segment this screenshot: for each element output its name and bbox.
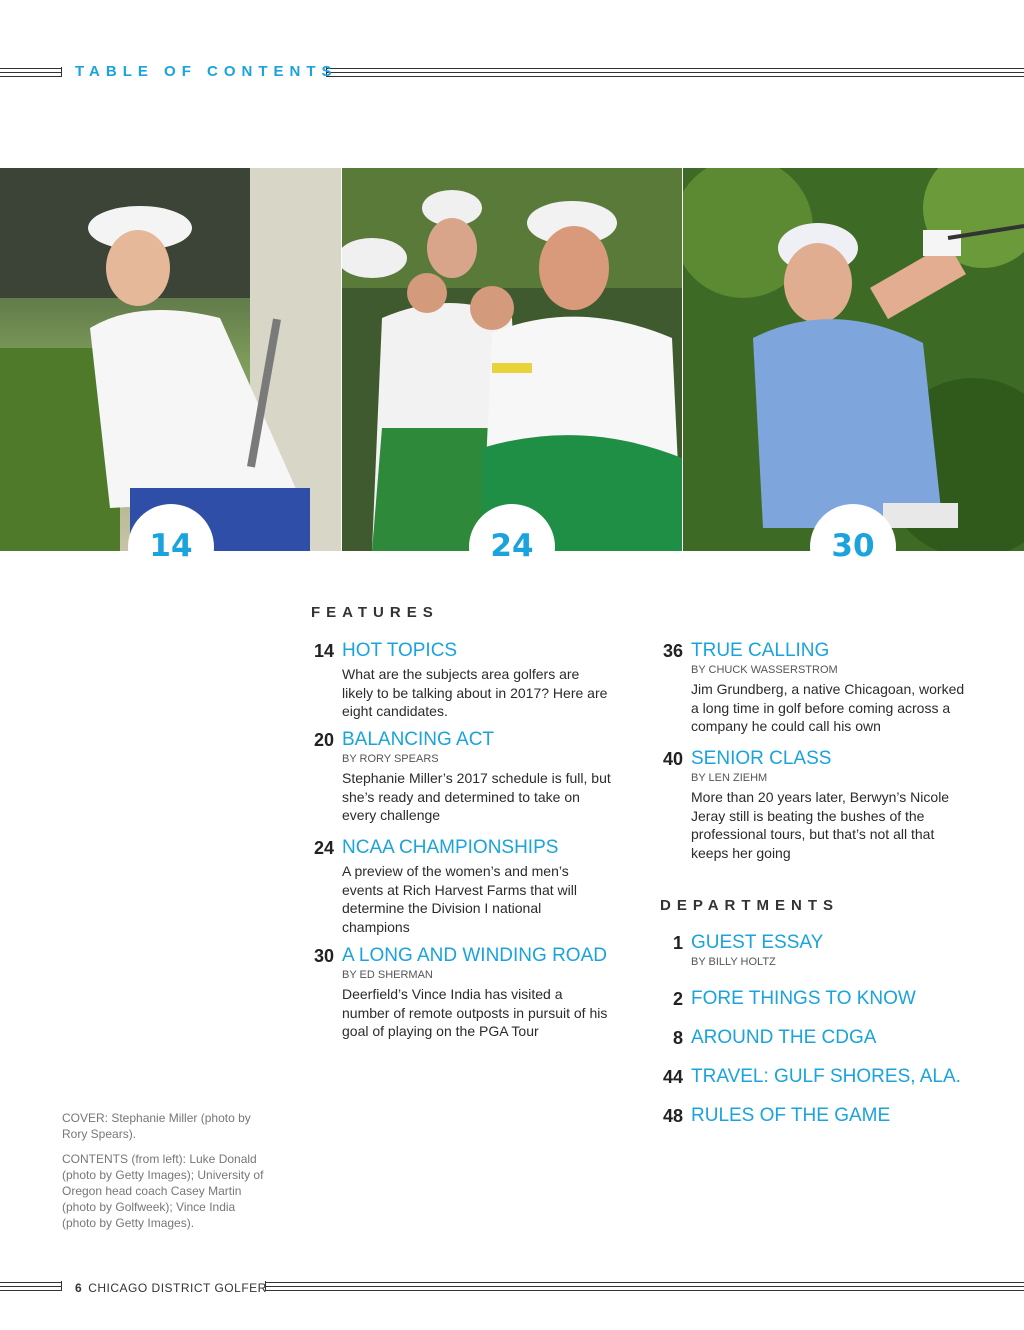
toc-entry[interactable] [313, 837, 592, 936]
toc-entry[interactable] [662, 1105, 991, 1127]
golfer-luke-donald-photo [0, 168, 341, 551]
entry-page-number: 36 [662, 641, 683, 661]
toc-entry[interactable] [672, 988, 991, 1010]
entry-title[interactable]: RULES OF THE GAME [691, 1105, 891, 1126]
entry-byline: BY ED SHERMAN [342, 969, 433, 981]
entry-description: What are the subjects area golfers are likely to be talking about in 2017? Here are eight candidates. [342, 666, 608, 719]
entry-byline: BY RORY SPEARS [342, 753, 439, 765]
entry-description: More than 20 years later, Berwyn’s Nicole Jeray still is beating the bushes of the professional tours, but that’s not all that keeps her going [691, 789, 950, 861]
cover-caption: COVER: Stephanie Miller (photo by Rory Spears). [62, 1111, 251, 1141]
entry-title[interactable]: NCAA CHAMPIONSHIPS [342, 837, 559, 858]
entry-page-number: 30 [313, 946, 334, 966]
entry-description: A preview of the women’s and men’s events at Rich Harvest Farms that will determine the Division I national champions [342, 863, 577, 935]
contents-caption: CONTENTS (from left): Luke Donald (photo by Getty Images); University of Oregon head coach Casey Martin (photo by Golfweek); Vince India (photo by Getty Images). [62, 1152, 264, 1230]
photo-strip [0, 168, 1024, 551]
entry-title[interactable]: TRUE CALLING [691, 640, 830, 661]
entry-page-number: 44 [662, 1067, 683, 1087]
entry-byline: BY BILLY HOLTZ [691, 956, 776, 968]
toc-entry[interactable] [672, 1027, 991, 1049]
entry-byline: BY CHUCK WASSERSTROM [691, 664, 838, 676]
page-badge-24: 24 [469, 504, 555, 590]
entry-title[interactable]: SENIOR CLASS [691, 748, 832, 769]
page-badge-30: 30 [810, 504, 896, 590]
entry-title[interactable]: FORE THINGS TO KNOW [691, 988, 916, 1009]
entry-title[interactable]: A LONG AND WINDING ROAD [342, 945, 607, 966]
golfer-vince-india-photo [683, 168, 1024, 551]
toc-entry[interactable] [662, 640, 966, 736]
page-badge-14: 14 [128, 504, 214, 590]
footer-folio [75, 1281, 267, 1295]
toc-entry[interactable] [672, 932, 991, 969]
entry-page-number: 48 [662, 1106, 683, 1126]
entry-title[interactable]: AROUND THE CDGA [691, 1027, 877, 1048]
entry-page-number: 24 [313, 838, 334, 858]
entry-byline: BY LEN ZIEHM [691, 772, 768, 784]
features-heading: FEATURES [311, 604, 439, 621]
entry-title[interactable]: BALANCING ACT [342, 729, 495, 750]
entry-page-number: 20 [313, 730, 334, 750]
entry-title[interactable]: GUEST ESSAY [691, 932, 824, 953]
toc-entry[interactable] [662, 748, 969, 862]
entry-description: Jim Grundberg, a native Chicagoan, worked a long time in golf before coming across a company he could call his own [691, 681, 965, 734]
toc-entry[interactable] [313, 640, 612, 721]
table-of-contents-heading: TABLE OF CONTENTS [75, 63, 338, 80]
coach-casey-martin-photo [342, 168, 682, 551]
toc-entry[interactable] [662, 1066, 991, 1088]
entry-page-number: 2 [672, 989, 683, 1009]
entry-title[interactable]: TRAVEL: GULF SHORES, ALA. [691, 1066, 961, 1087]
entry-description: Stephanie Miller’s 2017 schedule is full, but she’s ready and determined to take on every challenge [342, 770, 611, 823]
entry-page-number: 1 [672, 933, 683, 953]
entry-page-number: 8 [672, 1028, 683, 1048]
entry-title[interactable]: HOT TOPICS [342, 640, 458, 661]
entry-page-number: 14 [313, 641, 334, 661]
toc-entry[interactable] [313, 945, 610, 1041]
footer-publication-name: CHICAGO DISTRICT GOLFER [88, 1281, 267, 1295]
entry-description: Deerfield’s Vince India has visited a number of remote outposts in pursuit of his goal of playing on the PGA Tour [342, 986, 608, 1039]
footer-page-number: 6 [75, 1281, 83, 1295]
entry-page-number: 40 [662, 749, 683, 769]
toc-entry[interactable] [313, 729, 612, 825]
departments-heading: DEPARTMENTS [660, 897, 840, 914]
